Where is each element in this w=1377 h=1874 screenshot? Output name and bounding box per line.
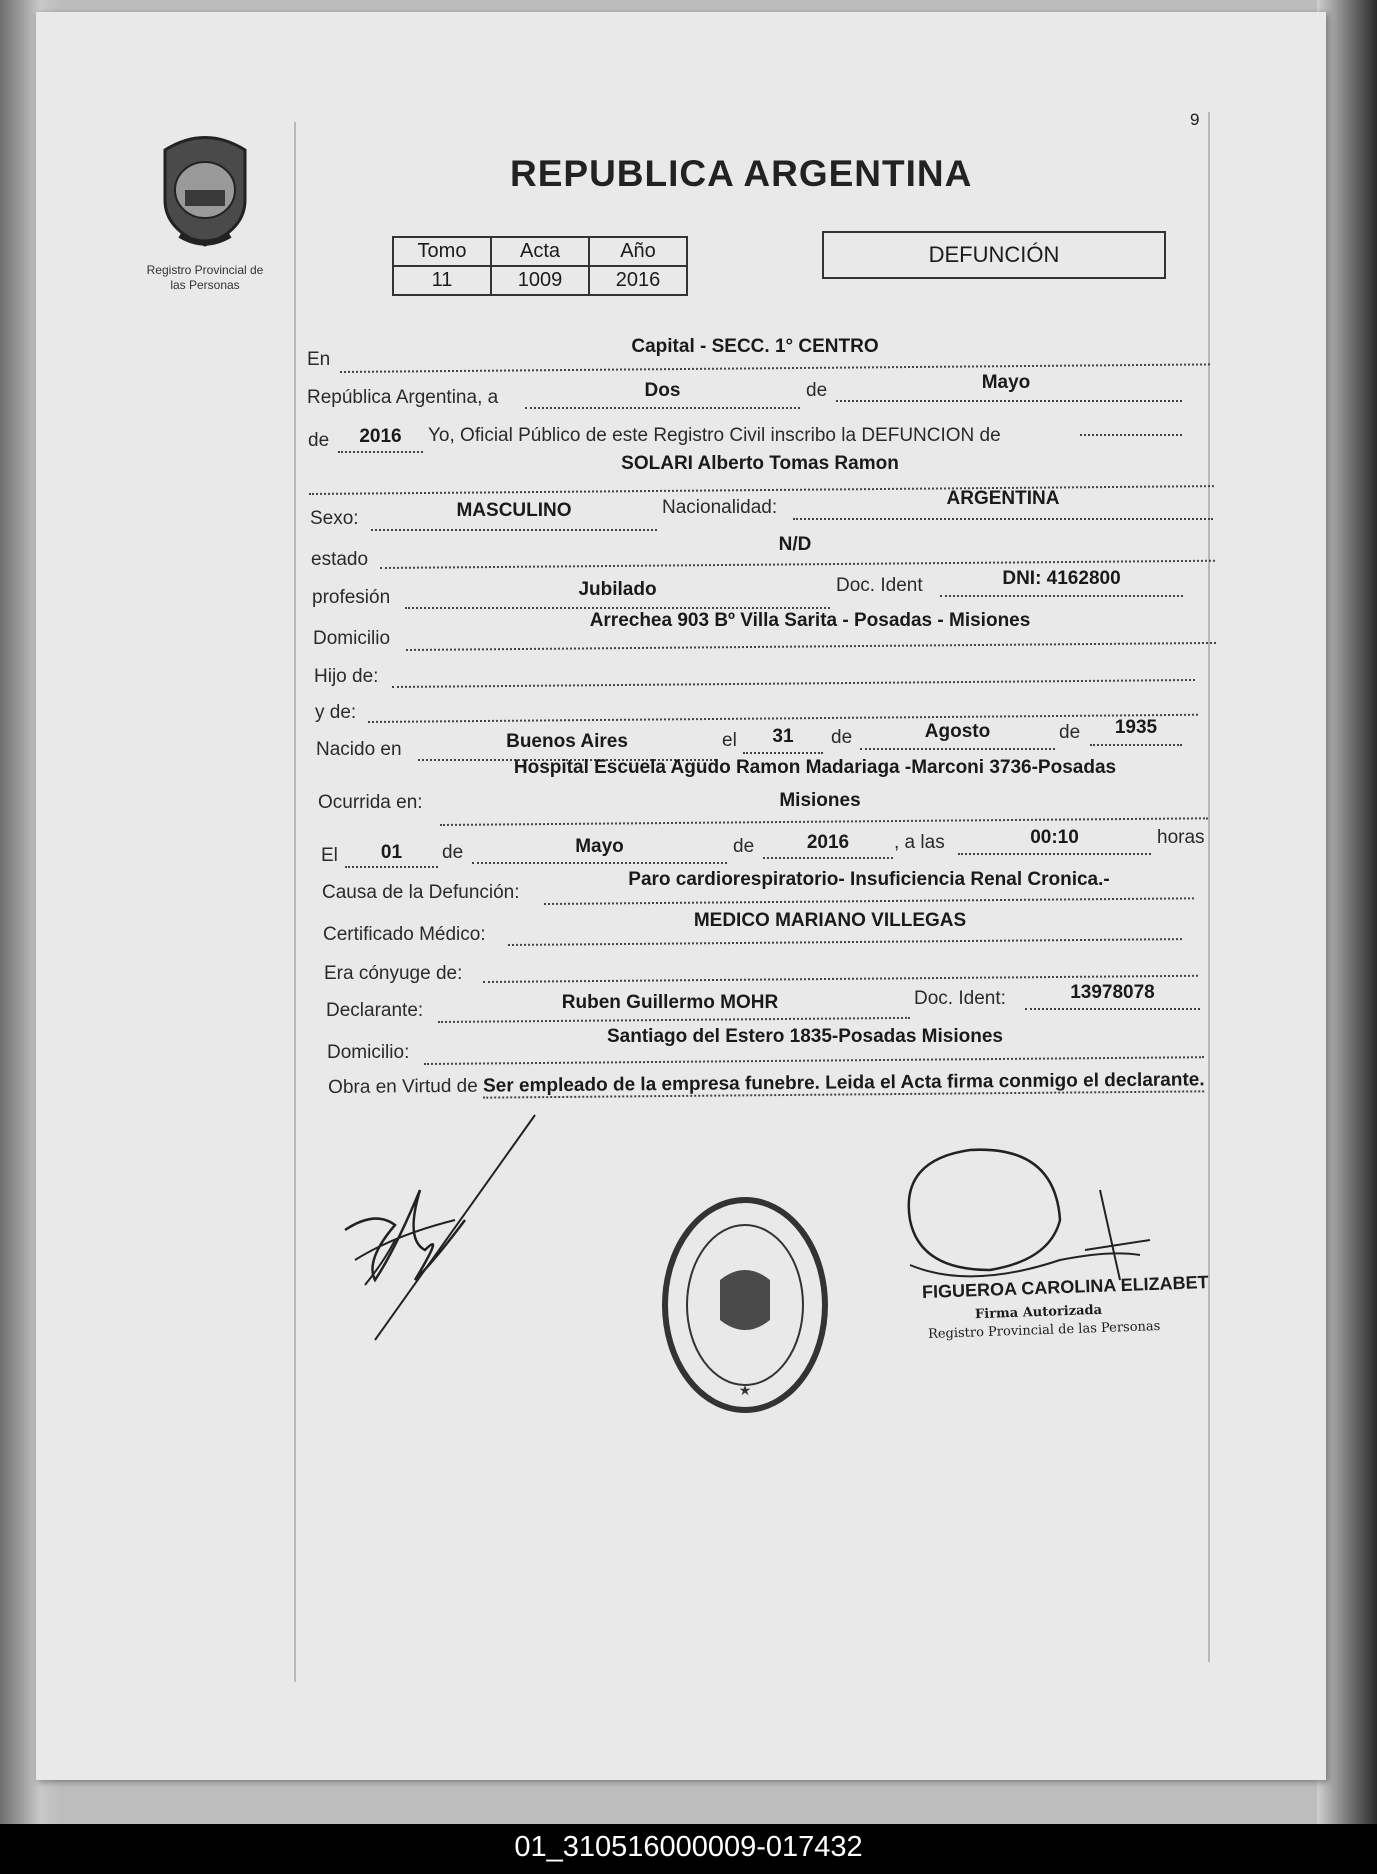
hora-value: 00:10 — [1030, 827, 1079, 848]
anio-header: Año — [589, 237, 687, 266]
dia-line — [525, 407, 800, 409]
conyuge-label: Era cónyuge de: — [324, 963, 463, 984]
nac-el-label: el — [722, 730, 737, 751]
right-margin-line — [1208, 112, 1210, 1662]
logo-caption-line1: Registro Provincial de — [146, 263, 264, 277]
estado-label: estado — [311, 549, 369, 570]
scan-footer-code: 01_310516000009-017432 — [0, 1824, 1377, 1874]
nacido-value: Buenos Aires — [506, 731, 628, 752]
hora-line — [958, 853, 1151, 855]
scan-edge-shadow — [1317, 0, 1377, 1874]
acta-value: 1009 — [491, 266, 589, 295]
def-dia-line — [345, 866, 438, 868]
logo-caption — [120, 263, 290, 293]
en-label: En — [307, 349, 331, 370]
def-de2-label: de — [733, 836, 755, 857]
dia-value: Dos — [644, 380, 681, 401]
record-type-box: DEFUNCIÓN — [822, 231, 1166, 279]
declarante-value: Ruben Guillermo MOHR — [561, 992, 779, 1013]
anio-de-label: de — [308, 430, 330, 451]
estado-value: N/D — [778, 534, 812, 555]
hijo-de-label: Hijo de: — [314, 666, 379, 687]
def-dia-value: 01 — [380, 842, 403, 863]
nacido-label: Nacido en — [316, 739, 402, 760]
deceased-name: SOLARI Alberto Tomas Ramon — [621, 453, 899, 474]
profesion-line — [405, 607, 830, 609]
def-mes-value: Mayo — [575, 836, 624, 857]
certificado-value: MEDICO MARIANO VILLEGAS — [693, 910, 967, 931]
y-de-label: y de: — [315, 702, 357, 723]
decl-domicilio-label: Domicilio: — [327, 1042, 410, 1063]
left-margin-line — [294, 122, 296, 1682]
anio-record-value: 2016 — [359, 426, 402, 447]
nac-anio-line — [1090, 744, 1182, 746]
obra-value: Ser empleado de la empresa funebre. Leida el Acta firma conmigo el declarante. — [482, 1069, 1205, 1097]
official-seal-icon — [650, 1190, 840, 1420]
decl-doc-value: 13978078 — [1070, 982, 1155, 1003]
province-crest-icon — [150, 130, 260, 250]
nac-mes-line — [860, 748, 1055, 750]
def-mes-line — [472, 862, 727, 864]
nacionalidad-value: ARGENTINA — [946, 488, 1060, 509]
domicilio-value: Arrechea 903 Bº Villa Sarita - Posadas - Misiones — [589, 610, 1031, 631]
doc-ident-label: Doc. Ident — [836, 575, 923, 596]
nac-mes-value: Agosto — [924, 721, 991, 742]
page-number: 9 — [1190, 110, 1200, 129]
nac-dia-line — [743, 752, 823, 754]
nacionalidad-label: Nacionalidad: — [662, 497, 778, 518]
def-el-label: El — [321, 845, 338, 866]
oficial-text: Yo, Oficial Público de este Registro Civil inscribo la DEFUNCION de — [428, 425, 1001, 446]
anio-value: 2016 — [589, 266, 687, 295]
acta-header: Acta — [491, 237, 589, 266]
republica-label: República Argentina, a — [307, 387, 499, 408]
causa-value: Paro cardiorespiratorio- Insuficiencia Renal Cronica.- — [628, 869, 1110, 890]
declarant-signature — [335, 1110, 545, 1350]
horas-label: horas — [1157, 827, 1205, 848]
anio-line — [338, 451, 423, 453]
tomo-acta-anio-table — [392, 236, 688, 296]
a-las-label: , a las — [894, 832, 945, 853]
ocurrida-line1: Hospital Escuela Agudo Ramon Madariaga -Marconi 3736-Posadas — [513, 757, 1117, 778]
def-anio-line — [763, 857, 893, 859]
sexo-value: MASCULINO — [456, 500, 572, 521]
tomo-value: 11 — [393, 266, 491, 295]
mes-line — [836, 400, 1182, 402]
nacionalidad-line — [793, 518, 1213, 520]
mes-value: Mayo — [981, 372, 1031, 393]
declarante-label: Declarante: — [326, 1000, 424, 1021]
def-anio-value: 2016 — [806, 832, 850, 853]
obra-label: Obra en Virtud de — [328, 1075, 478, 1098]
doc-ident-value: DNI: 4162800 — [1002, 568, 1121, 589]
nac-de2-label: de — [1059, 722, 1081, 743]
sexo-line — [371, 529, 657, 531]
nac-anio-value: 1935 — [1114, 717, 1158, 738]
authorized-signature-label: Firma Autorizada — [974, 1302, 1103, 1323]
nac-dia-value: 31 — [772, 726, 794, 747]
authorizing-officer-name: FIGUEROA CAROLINA ELIZABET — [921, 1272, 1209, 1302]
profesion-value: Jubilado — [578, 579, 657, 600]
decl-doc-line — [1025, 1008, 1200, 1010]
logo-caption-line2: las Personas — [170, 278, 240, 292]
doc-ident-line — [940, 595, 1183, 597]
de-label: de — [806, 380, 828, 401]
profesion-label: profesión — [312, 587, 391, 608]
registry-label: Registro Provincial de las Personas — [927, 1318, 1161, 1343]
domicilio-label: Domicilio — [313, 628, 391, 649]
sexo-label: Sexo: — [310, 508, 359, 529]
en-value: Capital - SECC. 1° CENTRO — [631, 336, 879, 357]
ocurrida-line2: Misiones — [779, 790, 861, 811]
svg-text:★: ★ — [738, 1383, 752, 1399]
nac-de1-label: de — [831, 727, 853, 748]
causa-label: Causa de la Defunción: — [322, 882, 520, 903]
tomo-header: Tomo — [393, 237, 491, 266]
document-title: REPUBLICA ARGENTINA — [510, 153, 973, 194]
def-de1-label: de — [442, 842, 464, 863]
ocurrida-label: Ocurrida en: — [318, 792, 423, 813]
certificado-label: Certificado Médico: — [323, 924, 486, 945]
decl-doc-label: Doc. Ident: — [914, 988, 1006, 1009]
oficial-tail-line — [1080, 434, 1182, 436]
decl-domicilio-value: Santiago del Estero 1835-Posadas Misiones — [607, 1026, 1003, 1047]
